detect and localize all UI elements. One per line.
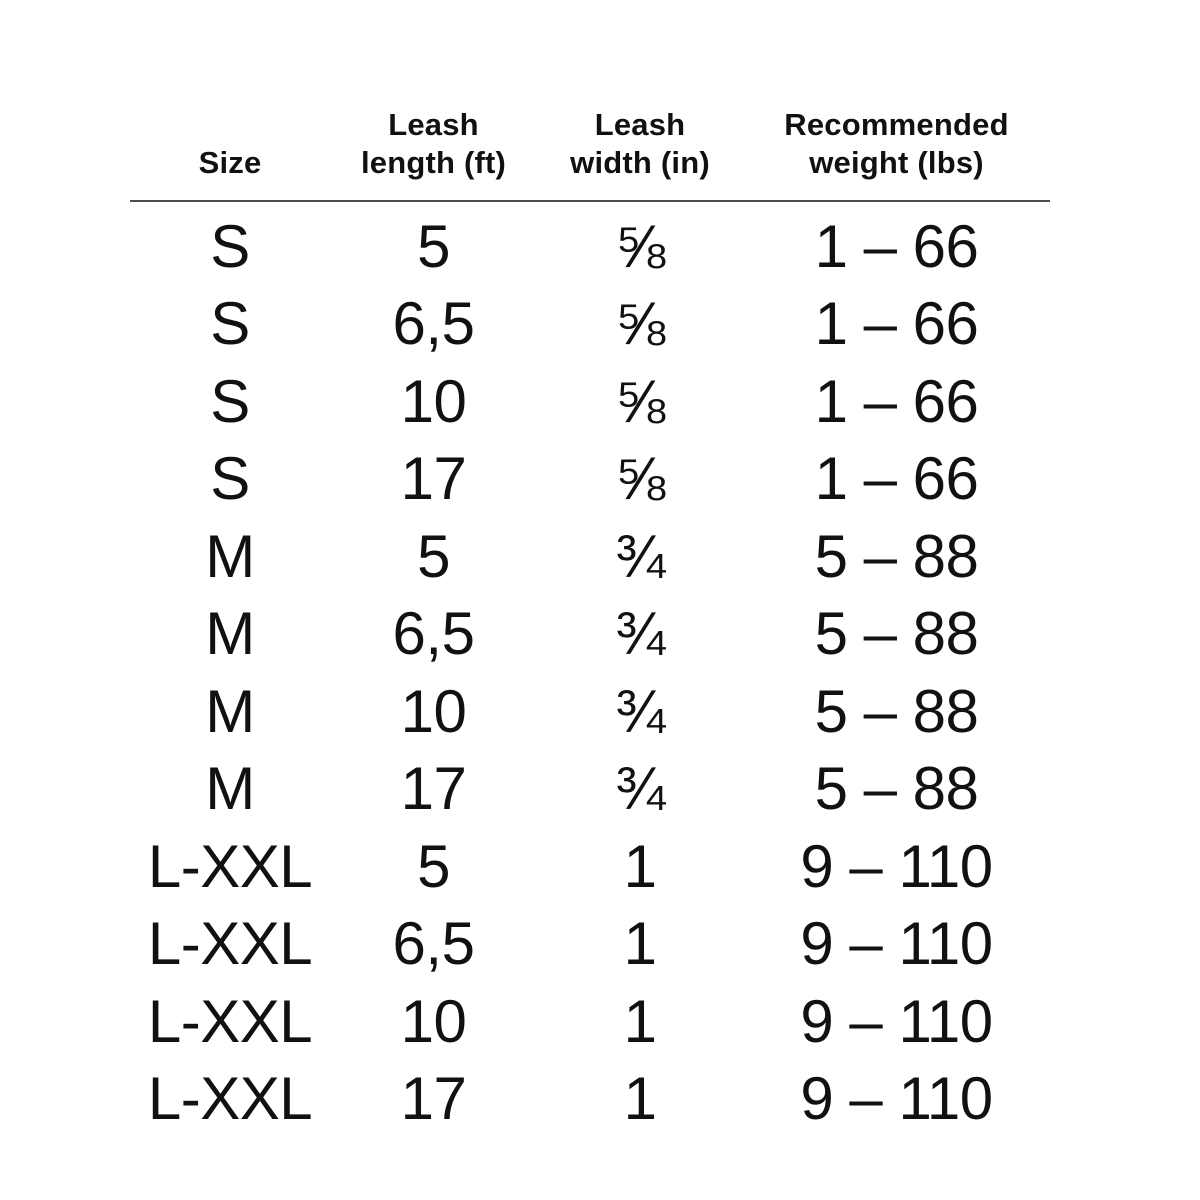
width-cell: ⅝ — [615, 212, 665, 280]
table-row — [130, 751, 1050, 829]
table-body — [130, 208, 1050, 1138]
width-cell: ¾ — [615, 600, 665, 668]
length-cell: 17 — [400, 755, 467, 823]
column-header-weight: Recommended weight (lbs) — [784, 107, 1009, 181]
length-cell: 6,5 — [392, 600, 475, 668]
length-cell: 5 — [417, 522, 450, 590]
table-row — [130, 286, 1050, 364]
width-cell: ¾ — [615, 522, 665, 590]
width-cell: 1 — [623, 1065, 657, 1133]
weight-cell: 9 – 110 — [800, 910, 993, 978]
length-cell: 17 — [400, 1065, 467, 1133]
weight-cell: 5 – 88 — [814, 755, 979, 823]
size-cell: M — [205, 755, 255, 823]
length-cell: 5 — [417, 832, 450, 900]
length-cell: 6,5 — [392, 910, 475, 978]
length-cell: 10 — [400, 677, 467, 745]
weight-cell: 9 – 110 — [800, 832, 993, 900]
width-cell: 1 — [623, 910, 657, 978]
width-cell: ⅝ — [615, 290, 665, 358]
width-cell: 1 — [623, 987, 657, 1055]
table-row — [130, 906, 1050, 984]
column-header-width: Leash width (in) — [570, 107, 710, 181]
length-cell: 6,5 — [392, 290, 475, 358]
size-cell: L-XXL — [147, 987, 313, 1055]
header-divider-line — [130, 200, 1050, 202]
size-cell: S — [210, 445, 250, 513]
length-cell: 10 — [400, 367, 467, 435]
weight-cell: 1 – 66 — [814, 290, 979, 358]
weight-cell: 5 – 88 — [814, 600, 979, 668]
width-cell: ⅝ — [615, 367, 665, 435]
table-row — [130, 518, 1050, 596]
weight-cell: 5 – 88 — [814, 677, 979, 745]
width-cell: ⅝ — [615, 445, 665, 513]
table-row — [130, 828, 1050, 906]
width-cell: ¾ — [615, 755, 665, 823]
width-cell: 1 — [623, 832, 657, 900]
size-cell: L-XXL — [147, 1065, 313, 1133]
size-cell: M — [205, 600, 255, 668]
length-cell: 10 — [400, 987, 467, 1055]
table-row — [130, 208, 1050, 286]
size-cell: M — [205, 677, 255, 745]
weight-cell: 9 – 110 — [800, 1065, 993, 1133]
table-row — [130, 596, 1050, 674]
leash-size-chart — [130, 88, 1050, 1138]
weight-cell: 1 – 66 — [814, 367, 979, 435]
column-header-size: Size — [198, 145, 262, 181]
length-cell: 17 — [400, 445, 467, 513]
width-cell: ¾ — [615, 677, 665, 745]
table-header-row — [130, 88, 1050, 184]
table-row — [130, 673, 1050, 751]
column-header-length: Leash length (ft) — [360, 107, 507, 181]
table-row — [130, 363, 1050, 441]
size-cell: L-XXL — [147, 832, 313, 900]
table-row — [130, 1061, 1050, 1139]
weight-cell: 1 – 66 — [814, 445, 979, 513]
size-cell: L-XXL — [147, 910, 313, 978]
table-row — [130, 983, 1050, 1061]
weight-cell: 9 – 110 — [800, 987, 993, 1055]
weight-cell: 5 – 88 — [814, 522, 979, 590]
size-cell: S — [210, 212, 250, 280]
size-cell: S — [210, 290, 250, 358]
size-cell: M — [205, 522, 255, 590]
length-cell: 5 — [417, 212, 450, 280]
size-cell: S — [210, 367, 250, 435]
table-row — [130, 441, 1050, 519]
weight-cell: 1 – 66 — [814, 212, 979, 280]
